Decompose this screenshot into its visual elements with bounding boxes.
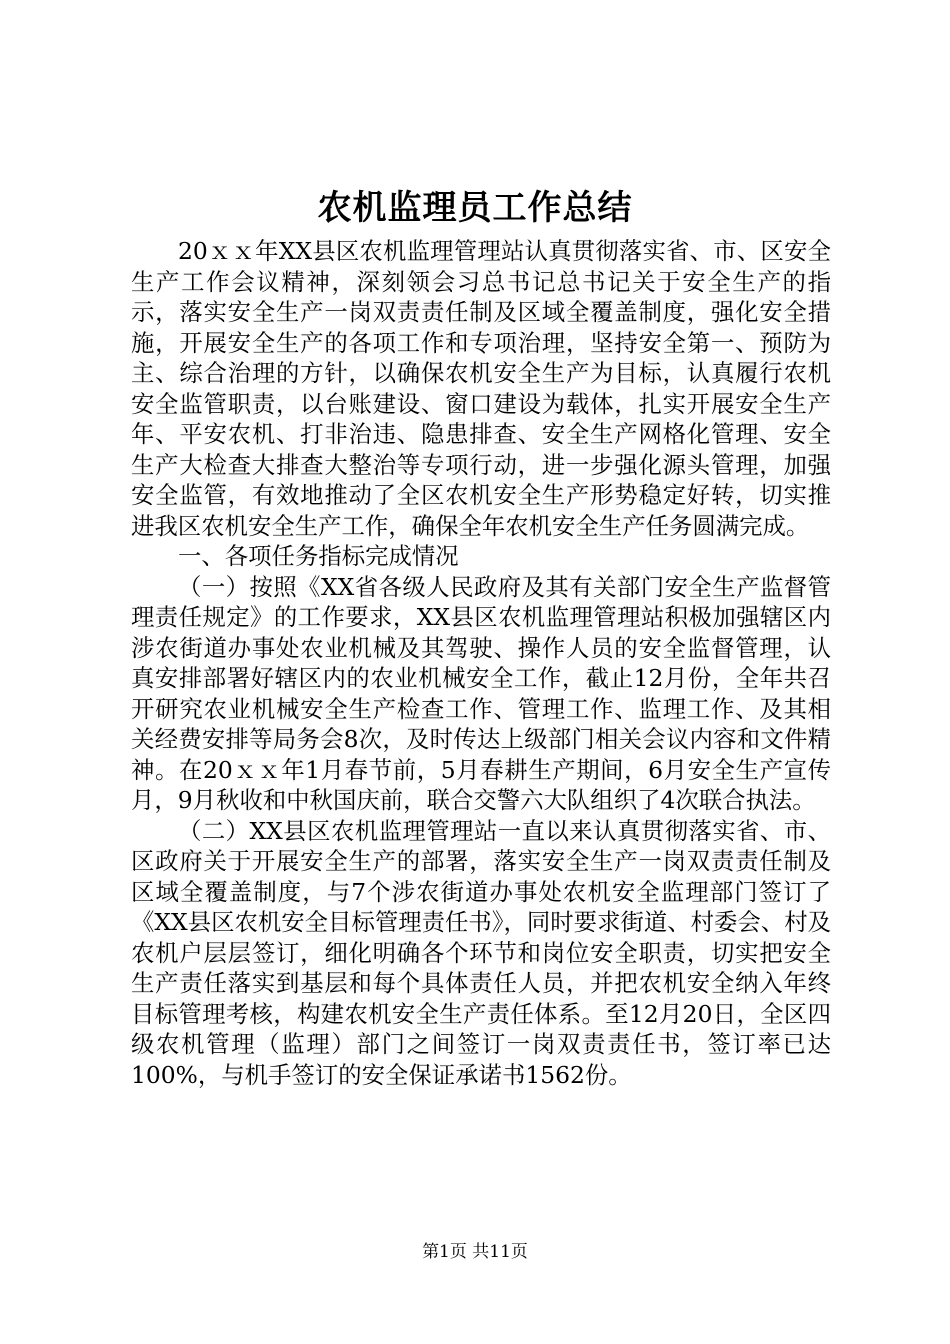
page-number: 第1页 共11页 [422,1242,528,1262]
section-heading: 一、各项任务指标完成情况 [178,542,459,570]
intro-paragraph: 20ｘｘ年XX县区农机监理管理站认真贯彻落实省、市、区安全生产工作会议精神，深刻领会习总书记总书记关于安全生产的指示，落实安全生产一岗双责责任制及区域全覆盖制度，强化安全措施，开展安全生产的各项工作和专项治理，坚持安全第一、预防为主、综合治理的方针，以确保农机安全生产为目标，认真履行农机安全监管职责，以台账建设、窗口建设为载体，扎实开展安全生产年、平安农机、打非治违、隐患排查、安全生产网格化管理、安全生产大检查大排查大整治等专项行动，进一步强化源头管理，加强安全监管，有效地推动了全区农机安全生产形势稳定好转，切实推进我区农机安全生产工作，确保全年农机安全生产任务圆满完成。 [131,237,831,540]
section-paragraph-2: （二）XX县区农机监理管理站一直以来认真贯彻落实省、市、区政府关于开展安全生产的部署，落实安全生产一岗双责责任制及区域全覆盖制度，与7个涉农街道办事处农机安全监理部门签订了《XX县区农机安全目标管理责任书》，同时要求街道、村委会、村及农机户层层签订，细化明确各个环节和岗位安全职责，切实把安全生产责任落实到基层和每个具体责任人员，并把农机安全纳入年终目标管理考核，构建农机安全生产责任体系。至12月20日，全区四级农机管理（监理）部门之间签订一岗双责责任书，签订率已达100%，与机手签订的安全保证承诺书1562份。 [131,816,831,1089]
document-body [131,236,831,1090]
document-title: 农机监理员工作总结 [317,188,633,228]
section-paragraph-1: （一）按照《XX省各级人民政府及其有关部门安全生产监督管理责任规定》的工作要求，XX县区农机监理管理站积极加强辖区内涉农街道办事处农业机械及其驾驶、操作人员的安全监督管理，认真安排部署好辖区内的农业机械安全工作，截止12月份，全年共召开研究农业机械安全生产检查工作、管理工作、监理工作、及其相关经费安排等局务会8次，及时传达上级部门相关会议内容和文件精神。在20ｘｘ年1月春节前，5月春耕生产期间，6月安全生产宣传月，9月秋收和中秋国庆前，联合交警六大队组织了4次联合执法。 [131,572,831,814]
